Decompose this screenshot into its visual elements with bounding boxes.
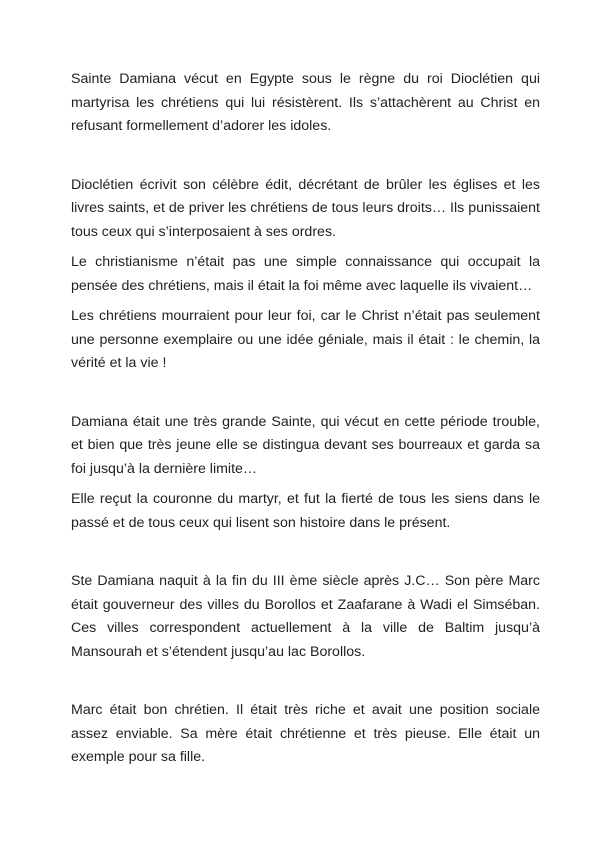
document-body [71,68,540,770]
paragraph-5: Damiana était une très grande Sainte, qui vécut en cette période trouble, et bien que très jeune elle se distingua devant ses bourreaux et garda sa foi jusqu’à la dernière limite… [71,413,540,477]
paragraph-1: Sainte Damiana vécut en Egypte sous le règne du roi Dioclétien qui martyrisa les chrétiens qui lui résistèrent. Ils s’attachèrent au Christ en refusant formellement d’adorer les idoles. [71,71,540,134]
paragraph-4: Les chrétiens mourraient pour leur foi, car le Christ n’était pas seulement une personne exemplaire ou une idée géniale, mais il était : le chemin, la vérité et la vie ! [71,308,540,371]
paragraph-8: Marc était bon chrétien. Il était très riche et avait une position sociale assez enviable. Sa mère était chrétienne et très pieuse. Elle était un exemple pour sa fille. [71,702,540,765]
paragraph-3: Le christianisme n’était pas une simple connaissance qui occupait la pensée des chrétiens, mais il était la foi même avec laquelle ils vivaient… [71,254,540,294]
paragraph-2: Dioclétien écrivit son célèbre édit, décrétant de brûler les églises et les livres saints, et de priver les chrétiens de tous leurs droits… Ils punissaient tous ceux qui s’interposaient à ses ordres. [71,176,540,240]
paragraph-7: Ste Damiana naquit à la fin du III ème siècle après J.C… Son père Marc était gouverneur des villes du Borollos et Zaafarane à Wadi el Simséban. Ces villes correspondent actuellement à la ville de Baltim jusqu’à Mansourah et s’étendent jusqu’au lac Borollos. [71,573,540,660]
paragraph-6: Elle reçut la couronne du martyr, et fut la fierté de tous les siens dans le passé et de tous ceux qui lisent son histoire dans le présent. [71,491,540,531]
